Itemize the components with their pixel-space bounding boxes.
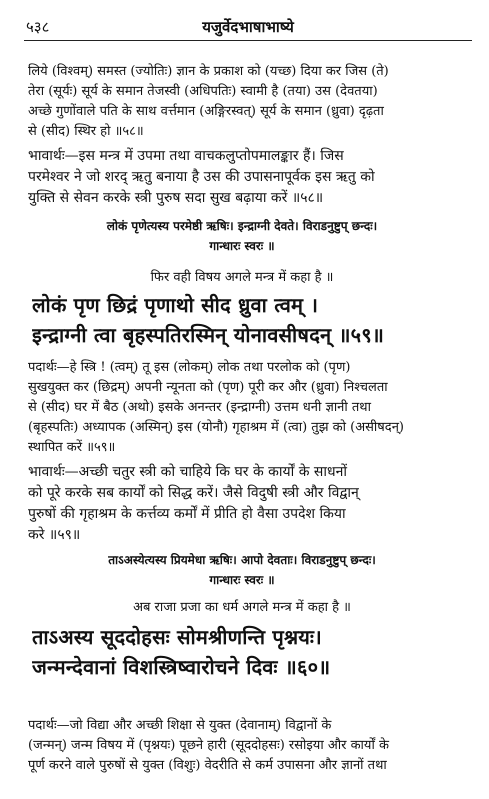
text-line: भावार्थः—इस मन्त्र में उपमा तथा वाचकलुप्तोपमालङ्कार हैं। जिस xyxy=(28,148,344,164)
text-line: (बृहस्पतिः) अध्यापक (अस्मिन्) इस (योनौ) गृहाश्रम में (त्वा) तुझ को (असीषदन्) xyxy=(28,420,405,435)
text-line: परमेश्वर ने जो शरद् ऋतु बनाया है उस की उपासनापूर्वक इस ऋतु को xyxy=(28,169,375,185)
text-line: ताऽअस्येत्यस्य प्रियमेधा ऋषिः। आपो देवताः। विराडनुष्टुप् छन्दः। xyxy=(108,553,376,567)
commentary-paragraph xyxy=(28,62,456,142)
running-title: यजुर्वेदभाषाभाष्ये xyxy=(202,18,294,36)
mantra-line: जन्मन्देवानां विशस्त्रिष्वारोचने दिवः ॥६०॥ xyxy=(32,655,331,679)
text-line: पदार्थः—हे स्त्रि ! (त्वम्) तू इस (लोकम्) लोक तथा परलोक को (पृण) xyxy=(28,360,351,375)
text-line: करे ॥५९॥ xyxy=(28,527,81,543)
page-number: ५३८ xyxy=(26,18,50,36)
padartha-paragraph xyxy=(28,716,456,776)
text-line: से (सीद) स्थिर हो ॥५८॥ xyxy=(28,124,144,139)
rishi-devata-line xyxy=(28,216,456,256)
page-header xyxy=(24,8,472,41)
text-line: अब राजा प्रजा का धर्म अगले मन्त्र में कहा है ॥ xyxy=(133,600,351,615)
rishi-devata-line xyxy=(28,550,456,590)
text-line: अच्छे गुणोंवाले पति के साथ वर्त्तमान (अङ्गिरस्वत्) सूर्य के समान (ध्रुवा) दृढ़ता xyxy=(28,104,384,119)
text-line: लिये (विश्वम्) समस्त (ज्योतिः) ज्ञान के प्रकाश को (यच्छ) दिया कर जिस (ते) xyxy=(28,64,389,79)
mantra-intro xyxy=(28,598,456,618)
text-line: से (सीद) घर में बैठ (अथो) इसके अनन्तर (इन्द्राग्नी) उत्तम धनी ज्ञानी तथा xyxy=(28,400,371,415)
text-line: पूर्ण करने वाले पुरुषों से युक्त (विशुः) वेदरीति से कर्म उपासना और ज्ञानों तथा xyxy=(28,758,387,773)
padartha-paragraph xyxy=(28,358,456,458)
text-line: गान्धारः स्वरः ॥ xyxy=(209,573,275,587)
text-line: युक्ति से सेवन करके स्त्री पुरुष सदा सुख बढ़ाया करें ॥५८॥ xyxy=(28,190,324,206)
mantra-intro xyxy=(28,268,456,288)
text-line: भावार्थः—अच्छी चतुर स्त्री को चाहिये कि घर के कार्यों के साधनों xyxy=(28,464,348,480)
text-line: सुखयुक्त कर (छिद्रम्) अपनी न्यूनता को (पृण) पूरी कर और (ध्रुवा) निश्चलता xyxy=(28,380,388,395)
text-line: गान्धारः स्वरः ॥ xyxy=(209,239,275,253)
mantra-line: लोकं पृण छिद्रं पृणाथो सीद ध्रुवा त्वम् । xyxy=(32,293,319,317)
text-line: स्थापित करें ॥५९॥ xyxy=(28,440,116,455)
text-line: पदार्थः—जो विद्या और अच्छी शिक्षा से युक्त (देवानाम्) विद्वानों के xyxy=(28,718,332,733)
text-line: तेरा (सूर्यः) सूर्य के समान तेजस्वी (अधिपतिः) स्वामी है (तया) उस (देवतया) xyxy=(28,84,378,99)
text-line: फिर वही विषय अगले मन्त्र में कहा है ॥ xyxy=(150,270,334,285)
text-line: को पूरे करके सब कार्यों को सिद्ध करें। जैसे विदुषी स्त्री और विद्वान् xyxy=(28,485,359,501)
bhavartha-paragraph xyxy=(28,462,456,546)
mantra-line: इन्द्राग्नी त्वा बृहस्पतिरस्मिन् योनावसीषदन् ॥५९॥ xyxy=(32,323,385,347)
text-line: पुरुषों की गृहाश्रम के कर्त्तव्य कर्मों में प्रीति हो वैसा उपदेश किया xyxy=(28,506,346,522)
bhavartha-paragraph xyxy=(28,146,456,209)
text-line: लोकं पृणेत्यस्य परमेष्ठी ऋषिः। इन्द्राग्नी देवते। विराडनुष्टुप् छन्दः। xyxy=(106,219,378,233)
mantra-line: ताऽअस्य सूददोहसः सोमश्रीणन्ति पृश्नयः। xyxy=(32,625,322,649)
text-line: (जन्मन्) जन्म विषय में (पृश्नयः) पूछने हारी (सूददोहसः) रसोइया और कार्यों के xyxy=(28,738,389,753)
